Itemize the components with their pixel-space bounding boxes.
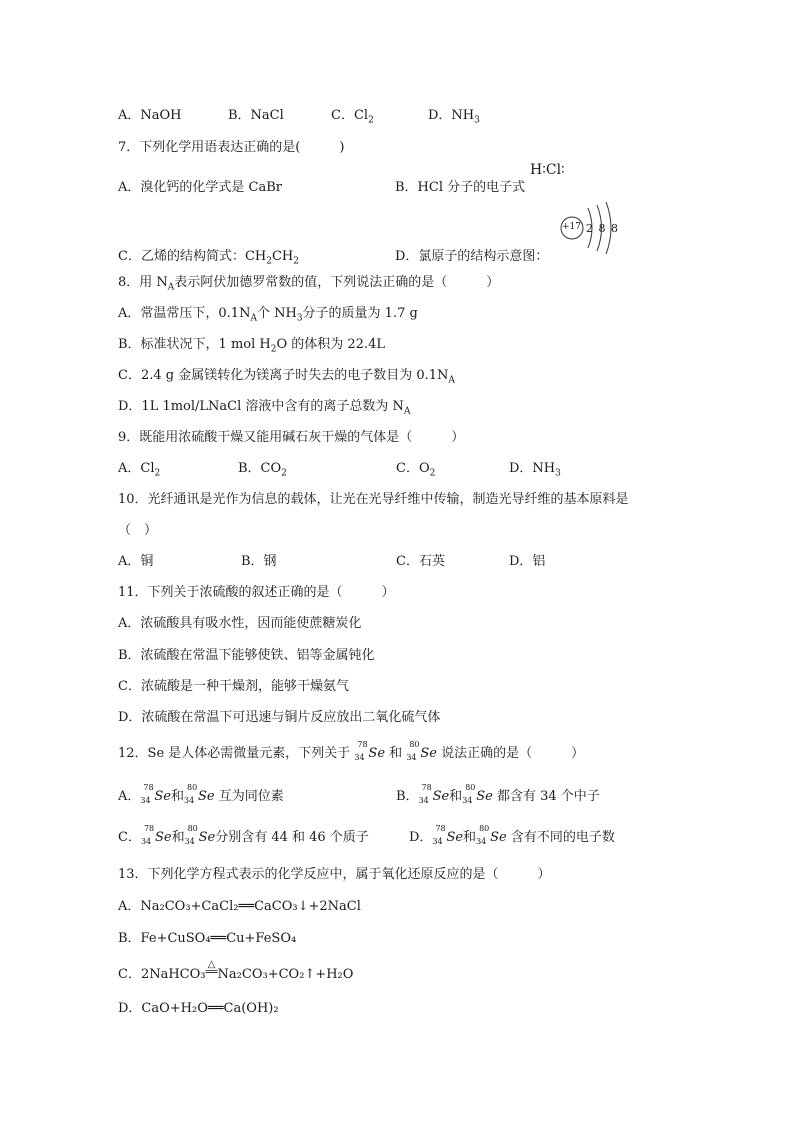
q10-option-c: C．石英	[396, 554, 445, 569]
q10-stem: 10．光纤通讯是光作为信息的载体，让光在光导纤维中传输，制造光导纤维的基本原料是	[118, 492, 629, 507]
q8-option-d: D．1L 1mol/LNaCl 溶液中含有的离子总数为 $N_A$	[118, 399, 411, 417]
q6-option-a: A．NaOH	[118, 108, 182, 123]
q13-option-b: B．Fe+CuSO₄══Cu+FeSO₄	[118, 931, 297, 946]
q12-stem: 12．Se 是人体必需微量元素，下列关于 78 34 Se 和 80 34 Se 说法正确的是（ ）	[118, 740, 585, 762]
q12-option-a: A． 78 34 Se和 80 34 Se 互为同位素	[118, 783, 284, 805]
q12-option-d: D． 78 34 Se和 80 34 Se 含有不同的电子数	[409, 824, 615, 846]
q9-option-d: D．$NH_3$	[509, 461, 561, 479]
q8-stem: 8．用 $N_A$表示阿伏加德罗常数的值，下列说法正确的是（ ）	[118, 275, 500, 293]
q10-stem-cont: （ ）	[118, 523, 158, 538]
q10-option-d: D．铝	[509, 554, 546, 569]
q12-option-c: C． 78 34 Se和 80 34 Se分别含有 44 和 46 个质子	[118, 824, 369, 846]
chlorine-atom-diagram	[558, 202, 620, 262]
q11-option-c: C．浓硫酸是一种干燥剂，能够干燥氨气	[118, 679, 349, 694]
q10-option-b: B．钢	[241, 554, 277, 569]
q6-option-b: B．NaCl	[228, 108, 284, 123]
q9-option-b: B．$CO_2$	[238, 461, 287, 479]
q6-option-c: C．$Cl_2$	[331, 108, 374, 126]
q11-option-d: D．浓硫酸在常温下可迅速与铜片反应放出二氧化硫气体	[118, 710, 441, 725]
q9-stem: 9．既能用浓硫酸干燥又能用碱石灰干燥的气体是（ ）	[118, 430, 465, 445]
q7-stem: 7．下列化学用语表达正确的是( )	[118, 140, 345, 155]
heat-arrow: △ ══	[205, 959, 218, 978]
q13-option-d: D．CaO+H₂O══Ca(OH)₂	[118, 1001, 279, 1016]
q8-option-c: C．2.4 g 金属镁转化为镁离子时失去的电子数目为 $0.1N_A$	[118, 368, 455, 386]
q11-option-b: B．浓硫酸在常温下能够使铁、铝等金属钝化	[118, 648, 375, 663]
q7-option-a: A．溴化钙的化学式是 CaBr	[118, 180, 282, 195]
atom-nucleus: +17	[562, 222, 581, 232]
q11-option-a: A．浓硫酸具有吸水性，因而能使蔗糖炭化	[118, 616, 362, 631]
q13-option-c: C．2NaHCO₃△ ══Na₂CO₃+CO₂↑+H₂O	[118, 959, 354, 982]
q8-option-b: B．标准状况下，1 mol $H_2O$ 的体积为 22.4L	[118, 337, 385, 355]
q8-option-a: A．常温常压下，$0.1N_A$个 $NH_3$分子的质量为 1.7 g	[118, 306, 418, 324]
atom-shells: 2 8 8	[586, 222, 619, 235]
q7-option-d: D．氯原子的结构示意图：	[395, 249, 549, 264]
q13-option-a: A．Na₂CO₃+CaCl₂══CaCO₃↓+2NaCl	[118, 899, 361, 914]
q11-stem: 11．下列关于浓硫酸的叙述正确的是（ ）	[118, 585, 395, 600]
q9-option-a: A．$Cl_2$	[118, 461, 161, 479]
q10-option-a: A．铜	[118, 554, 154, 569]
q7-option-c: C．乙烯的结构简式：$CH_2CH_2$	[118, 249, 299, 267]
q6-option-d: D．$NH_3$	[428, 108, 480, 126]
q7-option-b: B．HCl 分子的电子式	[395, 180, 526, 195]
hcl-electron-formula: H∶Cl∶	[530, 162, 565, 178]
q12-option-b: B． 78 34 Se和 80 34 Se 都含有 34 个中子	[396, 783, 600, 805]
q13-stem: 13．下列化学方程式表示的化学反应中，属于氧化还原反应的是（ ）	[118, 867, 551, 882]
q9-option-c: C．$O_2$	[396, 461, 436, 479]
